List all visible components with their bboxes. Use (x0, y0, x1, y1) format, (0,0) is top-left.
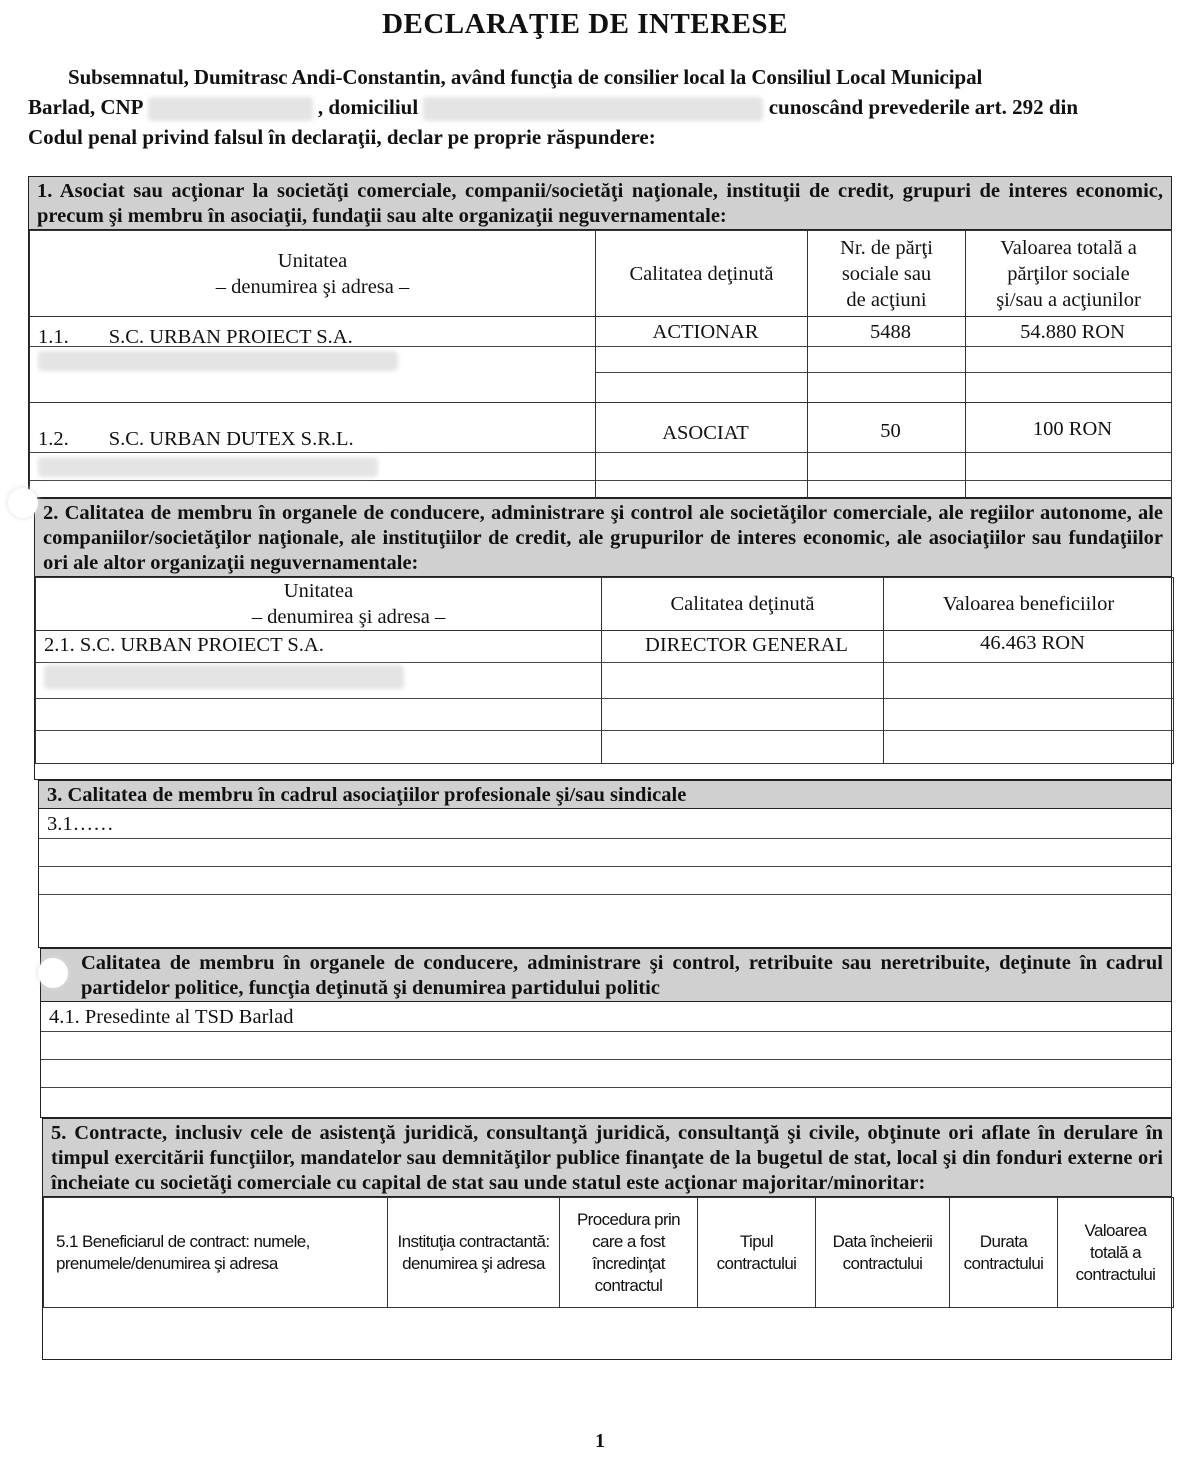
punch-hole (8, 488, 38, 518)
redacted-address (38, 457, 378, 477)
col-institution-header: Instituţia contractantă: denumirea şi adresa (388, 1198, 560, 1308)
section-4-row-2 (41, 1032, 1171, 1060)
section-3-row-2 (39, 839, 1171, 867)
col-benefits-header: Valoarea beneficiilor (884, 578, 1174, 631)
table-row (30, 403, 1172, 503)
intro-cnp-label: Barlad, CNP (28, 95, 143, 119)
section-3 (38, 780, 1172, 948)
col-unit-header: Unitatea – denumirea şi adresa – (30, 231, 596, 317)
section-1-table (29, 230, 1172, 503)
section-4-row-4 (41, 1088, 1171, 1114)
section-3-row-3 (39, 867, 1171, 895)
col-unit-header: Unitatea – denumirea şi adresa – (36, 578, 602, 631)
row-role: ASOCIAT (596, 403, 807, 453)
document-title: DECLARAŢIE DE INTERESE (382, 8, 788, 40)
section-4 (40, 948, 1172, 1118)
page-number: 1 (595, 1430, 605, 1452)
row-value: 54.880 RON (966, 317, 1171, 347)
row-unit-name: 2.1. S.C. URBAN PROIECT S.A. (36, 631, 601, 663)
col-shares-header: Nr. de părţi sociale sau de acţiuni (808, 231, 966, 317)
section-1-header-row (30, 231, 1172, 317)
row-shares: 50 (808, 403, 965, 453)
row-role: ACTIONAR (596, 317, 807, 347)
section-2 (34, 498, 1172, 780)
section-4-row-3 (41, 1060, 1171, 1088)
section-5-heading: 5. Contracte, inclusiv cele de asistenţă juridică, consultanţă juridică, consultanţă şi civile, obţinute ori aflate în derulare în timpul exercitării funcţiilor, mandatelor sau demnităţilor publice finanţate de la bugetul de stat, local şi din fonduri externe ori încheiate cu societăţi comerciale cu capital de stat sau unde statul este acţionar majoritar/minoritar: (43, 1119, 1171, 1197)
intro-line-3: Codul penal privind falsul în declaraţii, declar pe proprie răspundere: (28, 125, 656, 149)
intro-line-2 (28, 92, 1148, 122)
punch-hole (38, 958, 68, 988)
row-shares: 5488 (808, 317, 965, 347)
section-4-row-1: 4.1. Presedinte al TSD Barlad (41, 1002, 1171, 1032)
row-unit-name: S.C. URBAN DUTEX S.R.L. (108, 428, 354, 450)
section-3-row-4 (39, 895, 1171, 923)
redacted-cnp (148, 97, 313, 121)
intro-domicile-label: , domiciliul (317, 95, 419, 119)
col-procedure-header: Procedura prin care a fost încredinţat contractul (560, 1198, 698, 1308)
section-1 (28, 176, 1172, 498)
intro-paragraph (28, 62, 1148, 152)
redacted-address (38, 351, 398, 371)
row-role: DIRECTOR GENERAL (602, 631, 883, 663)
col-role-header: Calitatea deţinută (596, 231, 808, 317)
section-2-table (35, 577, 1174, 764)
col-date-header: Data încheierii contractului (816, 1198, 950, 1308)
col-duration-header: Durata contractului (950, 1198, 1058, 1308)
col-beneficiary-header: 5.1 Beneficiarul de contract: numele, prenumele/denumirea şi adresa (44, 1198, 388, 1308)
row-benefits-value: 46.463 RON (884, 631, 1173, 663)
col-type-header: Tipul contractului (698, 1198, 816, 1308)
section-5 (42, 1118, 1172, 1360)
section-4-heading: Calitatea de membru în organele de conducere, administrare şi control, retribuite sau neretribuite, deţinute în cadrul partidelor politice, funcţia deţinută şi denumirea partidului politic (41, 949, 1171, 1002)
row-unit-name: S.C. URBAN PROIECT S.A. (108, 326, 353, 348)
section-5-table (43, 1197, 1174, 1308)
col-role-header: Calitatea deţinută (602, 578, 884, 631)
section-1-heading: 1. Asociat sau acţionar la societăţi comerciale, companii/societăţi naţionale, instituţii de credit, grupuri de interes economic, precum şi membru în asociaţii, fundaţii sau alte organizaţii neguvernamentale: (29, 177, 1171, 230)
section-2-heading: 2. Calitatea de membru în organele de conducere, administrare şi control ale societăţilor comerciale, ale regiilor autonome, ale companiilor/societăţilor naţionale, ale instituţiilor de credit, ale grupurilor de interes economic, ale asociaţiilor sau fundaţiilor ori ale altor organizaţii neguvernamentale: (35, 499, 1171, 577)
col-value-header: Valoarea totală a părţilor sociale şi/sau a acţiunilor (966, 231, 1172, 317)
section-3-heading: 3. Calitatea de membru în cadrul asociaţiilor profesionale şi/sau sindicale (39, 781, 1171, 809)
redacted-address (44, 665, 404, 689)
row-value: 100 RON (966, 403, 1171, 453)
row-number: 1.2. (38, 428, 69, 450)
intro-line-1: Subsemnatul, Dumitrasc Andi-Constantin, având funcţia de consilier local la Consiliul Local Municipal (68, 65, 983, 89)
section-2-header-row (36, 578, 1174, 631)
col-value-header: Valoarea totală a contractului (1058, 1198, 1174, 1308)
intro-article-text: cunoscând prevederile art. 292 din (768, 95, 1079, 119)
section-5-header-row (44, 1198, 1174, 1308)
table-row (30, 317, 1172, 403)
redacted-address (423, 97, 763, 121)
row-number: 1.1. (38, 326, 69, 348)
table-row (36, 631, 1174, 764)
section-3-row-1: 3.1…… (39, 809, 1171, 839)
